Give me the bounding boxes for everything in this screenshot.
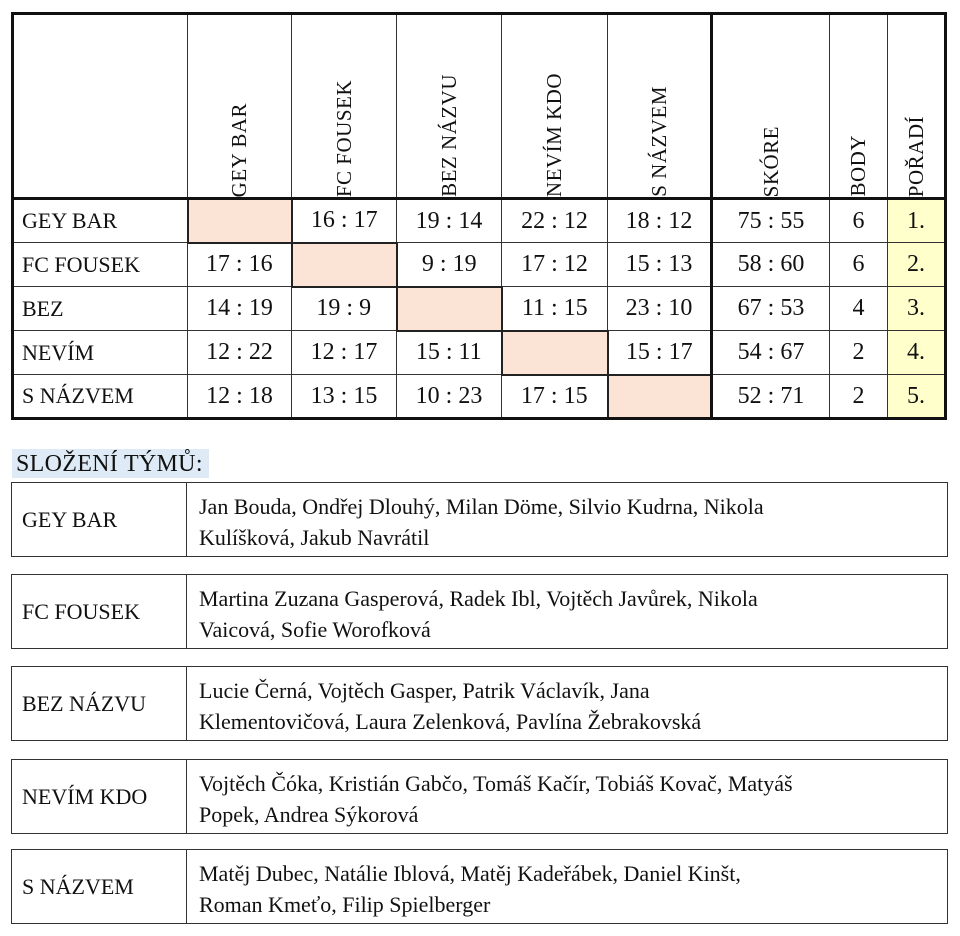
result-cell: 18 : 12 <box>608 199 712 243</box>
score-cell: 75 : 55 <box>712 199 830 243</box>
result-cell: 13 : 15 <box>292 375 397 419</box>
roster-members-line: Klementovičová, Laura Zelenková, Pavlína Žebrakovská <box>199 709 702 734</box>
result-cell: 19 : 9 <box>292 287 397 331</box>
team-name: S NÁZVEM <box>13 375 188 419</box>
col-header-nevim-kdo: NEVÍM KDO <box>502 14 608 199</box>
team-name: NEVÍM <box>13 331 188 375</box>
team-name: FC FOUSEK <box>13 243 188 287</box>
col-header-points: BODY <box>830 14 888 199</box>
roster-members-line: Jan Bouda, Ondřej Dlouhý, Milan Döme, Silvio Kudrna, Nikola <box>199 494 764 519</box>
rank-cell: 3. <box>888 287 946 331</box>
score-cell: 54 : 67 <box>712 331 830 375</box>
header-row <box>13 14 946 199</box>
results-table <box>11 12 947 420</box>
roster-members-line: Matěj Dubec, Natálie Iblová, Matěj Kadeřábek, Daniel Kinšt, <box>199 861 741 886</box>
diagonal-cell <box>397 287 502 331</box>
points-cell: 6 <box>830 243 888 287</box>
result-cell: 11 : 15 <box>502 287 608 331</box>
roster-bez-nazvu <box>11 666 948 741</box>
result-cell: 17 : 12 <box>502 243 608 287</box>
rank-cell: 1. <box>888 199 946 243</box>
diagonal-cell <box>608 375 712 419</box>
roster-members-line: Vaicová, Sofie Worofková <box>199 617 431 642</box>
roster-members-line: Roman Kmeťo, Filip Spielberger <box>199 892 491 917</box>
roster-members-line: Lucie Černá, Vojtěch Gasper, Patrik Václavík, Jana <box>199 678 650 703</box>
roster-members-line: Popek, Andrea Sýkorová <box>199 802 419 827</box>
roster-members <box>187 575 947 648</box>
points-cell: 2 <box>830 331 888 375</box>
corner-cell <box>13 14 188 199</box>
points-cell: 6 <box>830 199 888 243</box>
col-header-score: SKÓRE <box>712 14 830 199</box>
roster-members <box>187 483 947 556</box>
col-header-s-nazvem: S NÁZVEM <box>608 14 712 199</box>
result-cell: 17 : 16 <box>188 243 292 287</box>
roster-nevim-kdo <box>11 759 948 834</box>
result-cell: 14 : 19 <box>188 287 292 331</box>
result-cell: 15 : 17 <box>608 331 712 375</box>
roster-team-name: BEZ NÁZVU <box>12 667 187 740</box>
result-cell: 12 : 17 <box>292 331 397 375</box>
team-name: BEZ <box>13 287 188 331</box>
result-cell: 16 : 17 <box>292 199 397 243</box>
table-row <box>13 331 946 375</box>
composition-heading: SLOŽENÍ TÝMŮ: <box>12 449 209 478</box>
result-cell: 9 : 19 <box>397 243 502 287</box>
roster-team-name: S NÁZVEM <box>12 850 187 923</box>
table-row <box>13 199 946 243</box>
col-header-gey-bar: GEY BAR <box>188 14 292 199</box>
roster-gey-bar <box>11 482 948 557</box>
table-row <box>13 375 946 419</box>
result-cell: 23 : 10 <box>608 287 712 331</box>
score-cell: 52 : 71 <box>712 375 830 419</box>
result-cell: 22 : 12 <box>502 199 608 243</box>
diagonal-cell <box>188 199 292 243</box>
points-cell: 4 <box>830 287 888 331</box>
col-header-fc-fousek: FC FOUSEK <box>292 14 397 199</box>
result-cell: 19 : 14 <box>397 199 502 243</box>
team-name: GEY BAR <box>13 199 188 243</box>
rank-cell: 4. <box>888 331 946 375</box>
roster-members-line: Martina Zuzana Gasperová, Radek Ibl, Vojtěch Javůrek, Nikola <box>199 586 758 611</box>
roster-members <box>187 850 947 923</box>
rank-cell: 5. <box>888 375 946 419</box>
col-header-rank: POŘADÍ <box>888 14 946 199</box>
roster-members-line: Kulíšková, Jakub Navrátil <box>199 525 430 550</box>
diagonal-cell <box>292 243 397 287</box>
roster-s-nazvem <box>11 849 948 924</box>
result-cell: 17 : 15 <box>502 375 608 419</box>
roster-members <box>187 667 947 740</box>
roster-team-name: NEVÍM KDO <box>12 760 187 833</box>
table-row <box>13 243 946 287</box>
table-row <box>13 287 946 331</box>
result-cell: 15 : 13 <box>608 243 712 287</box>
score-cell: 58 : 60 <box>712 243 830 287</box>
rank-cell: 2. <box>888 243 946 287</box>
roster-members-line: Vojtěch Čóka, Kristián Gabčo, Tomáš Kačír, Tobiáš Kovač, Matyáš <box>199 771 793 796</box>
result-cell: 12 : 22 <box>188 331 292 375</box>
result-cell: 15 : 11 <box>397 331 502 375</box>
diagonal-cell <box>502 331 608 375</box>
roster-team-name: FC FOUSEK <box>12 575 187 648</box>
points-cell: 2 <box>830 375 888 419</box>
result-cell: 12 : 18 <box>188 375 292 419</box>
roster-members <box>187 760 947 833</box>
roster-team-name: GEY BAR <box>12 483 187 556</box>
roster-fc-fousek <box>11 574 948 649</box>
col-header-bez-nazvu: BEZ NÁZVU <box>397 14 502 199</box>
score-cell: 67 : 53 <box>712 287 830 331</box>
result-cell: 10 : 23 <box>397 375 502 419</box>
